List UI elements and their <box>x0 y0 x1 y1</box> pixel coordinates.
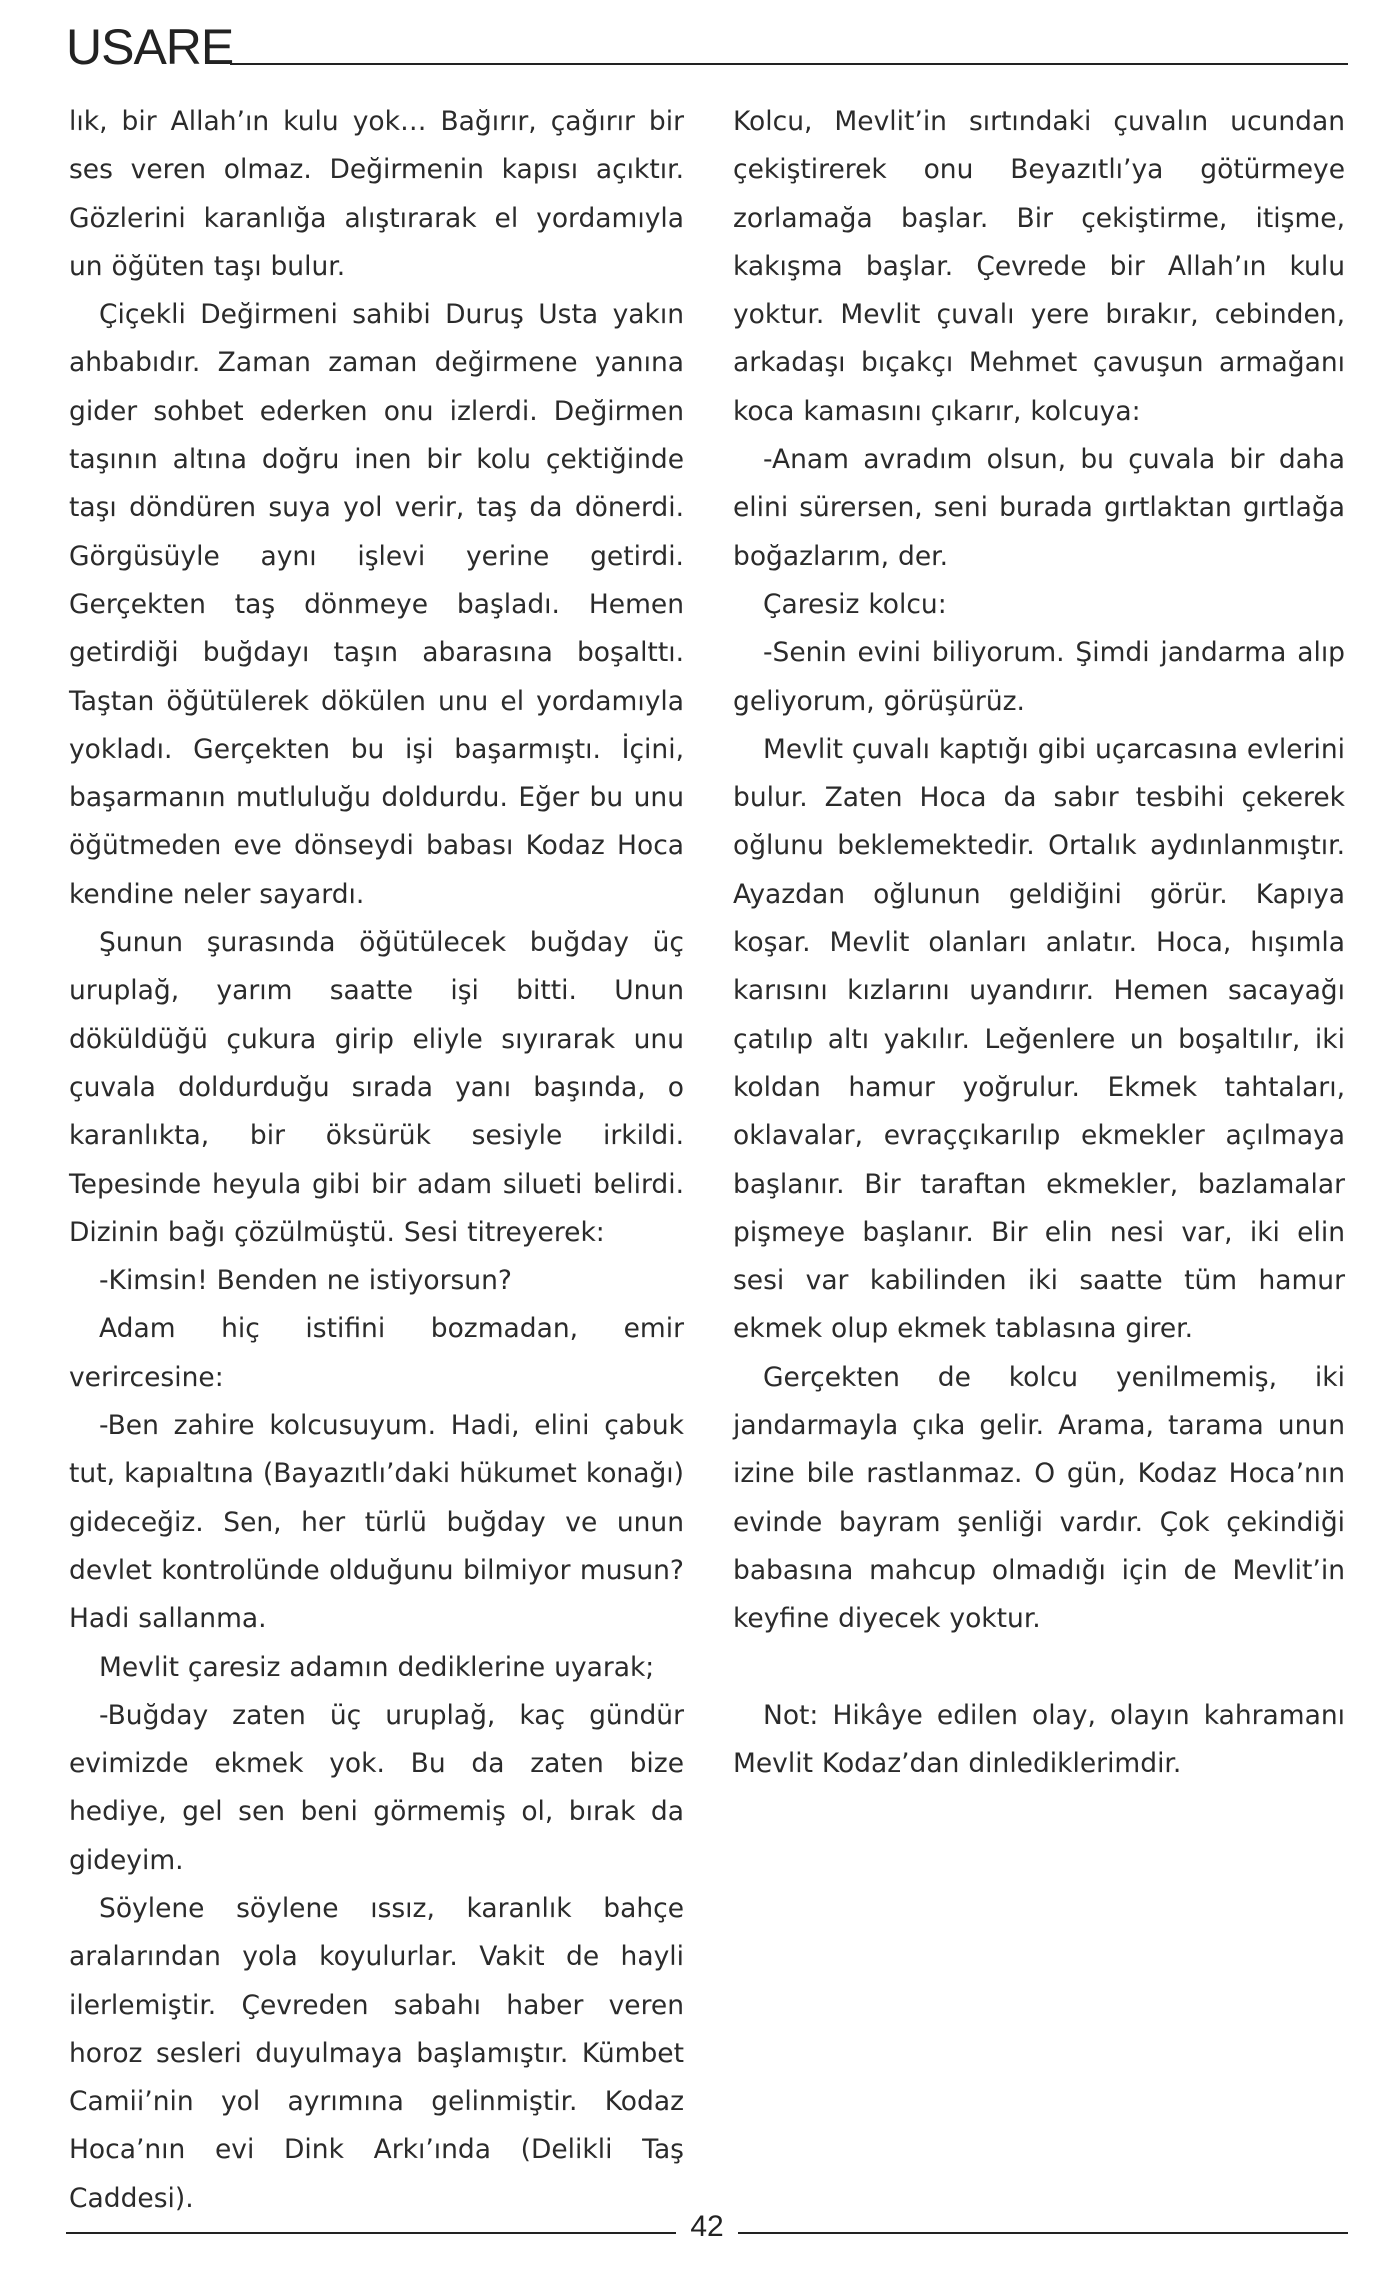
dialogue-line: -Anam avradım olsun, bu çuvala bir daha elini sürersen, seni burada gırtlaktan gırtlağa boğazlarım, der. <box>733 444 1345 572</box>
dialogue-line: -Buğday zaten üç uruplağ, kaç gündür evimizde ekmek yok. Bu da zaten bize hediye, gel sen beni görmemiş ol, bırak da gideyim. <box>69 1699 684 1876</box>
dialogue-line: -Senin evini biliyorum. Şimdi jandarma alıp geliyorum, görüşürüz. <box>733 637 1345 717</box>
footer-rule-right <box>738 2232 1348 2234</box>
dialogue-line: -Ben zahire kolcusuyum. Hadi, elini çabuk tut, kapıaltına (Bayazıtlı’daki hükumet konağı) gideceğiz. Sen, her türlü buğday ve unun devlet kontrolünde olduğunu bilmiyor musun? Hadi sallanma. <box>69 1410 684 1635</box>
paragraph: Kolcu, Mevlit’in sırtındaki çuvalın ucundan çekiştirerek onu Beyazıtlı’ya götürmeye zorlamağa başlar. Bir çekiştirme, itişme, kakışma başlar. Çevrede bir Allah’ın kulu yoktur. Mevlit çuvalı yere bırakır, cebinden, arkadaşı bıçakçı Mehmet çavuşun armağanı koca kamasını çıkarır, kolcuya: <box>733 106 1345 427</box>
header-rule <box>230 63 1348 65</box>
left-column <box>69 98 684 2223</box>
paragraph: Mevlit çuvalı kaptığı gibi uçarcasına evlerini bulur. Zaten Hoca da sabır tesbihi çekerek oğlunu beklemektedir. Ortalık aydınlanmıştır. Ayazdan oğlunun geldiğini görür. Kapıya koşar. Mevlit olanları anlatır. Hoca, hışımla karısını kızlarını uyandırır. Hemen sacayağı çatılıp altı yakılır. Leğenlere un boşaltılır, iki koldan hamur yoğrulur. Ekmek tahtaları, oklavalar, evraççıkarılıp ekmekler açılmaya başlanır. Bir taraftan ekmekler, bazlamalar pişmeye başlanır. Bir elin nesi var, iki elin sesi var kabilinden iki saatte tüm hamur ekmek olup ekmek tablasına girer. <box>733 733 1345 1345</box>
page-header <box>66 19 1348 75</box>
author-note: Not: Hikâye edilen olay, olayın kahramanı Mevlit Kodaz’dan dinlediklerimdir. <box>733 1699 1345 1779</box>
page-number: 42 <box>690 2210 724 2243</box>
paragraph: Gerçekten de kolcu yenilmemiş, iki jandarmayla çıka gelir. Arama, tarama unun izine bile rastlanmaz. O gün, Kodaz Hoca’nın evinde bayram şenliği vardır. Çok çekindiği babasına mahcup olmadığı için de Mevlit’in keyfine diyecek yoktur. <box>733 1361 1345 1635</box>
paragraph: lık, bir Allah’ın kulu yok… Bağırır, çağırır bir ses veren olmaz. Değirmenin kapısı açıktır. Gözlerini karanlığa alıştırarak el yordamıyla un öğüten taşı bulur. <box>69 106 684 282</box>
paragraph: Adam hiç istifini bozmadan, emir verircesine: <box>69 1313 684 1393</box>
paragraph: Şunun şurasında öğütülecek buğday üç uruplağ, yarım saatte işi bitti. Unun döküldüğü çukura girip eliyle sıyırarak unu çuvala doldurduğu sırada yanı başında, o karanlıkta, bir öksürük sesiyle irkildi. Tepesinde heyula gibi bir adam silueti belirdi. Dizinin bağı çözülmüştü. Sesi titreyerek: <box>69 927 684 1248</box>
paragraph: Çaresiz kolcu: <box>763 588 947 620</box>
paragraph: Söylene söylene ıssız, karanlık bahçe aralarından yola koyulurlar. Vakit de hayli ilerlemiştir. Çevreden sabahı haber veren horoz sesleri duyulmaya başlamıştır. Kümbet Camii’nin yol ayrımına gelinmiştir. Kodaz Hoca’nın evi Dink Arkı’ında (Delikli Taş Caddesi). <box>69 1892 684 2214</box>
running-header-title: USARE <box>66 19 234 75</box>
right-column <box>733 98 1345 1788</box>
paragraph-spacer <box>733 1644 1345 1692</box>
footer-rule-left <box>66 2232 676 2234</box>
paragraph: Mevlit çaresiz adamın dediklerine uyarak; <box>99 1651 655 1683</box>
page-footer <box>66 2210 1348 2244</box>
paragraph: Çiçekli Değirmeni sahibi Duruş Usta yakın ahbabıdır. Zaman zaman değirmene yanına gider sohbet ederken onu izlerdi. Değirmen taşının altına doğru inen bir kolu çektiğinde taşı döndüren suya yol verir, taş da dönerdi. Görgüsüyle aynı işlevi yerine getirdi. Gerçekten taş dönmeye başladı. Hemen getirdiği buğdayı taşın abarasına boşalttı. Taştan öğütülerek dökülen unu el yordamıyla yokladı. Gerçekten bu işi başarmıştı. İçini, başarmanın mutluluğu doldurdu. Eğer bu unu öğütmeden eve dönseydi babası Kodaz Hoca kendine neler sayardı. <box>69 299 684 910</box>
dialogue-line: -Kimsin! Benden ne istiyorsun? <box>99 1265 512 1297</box>
